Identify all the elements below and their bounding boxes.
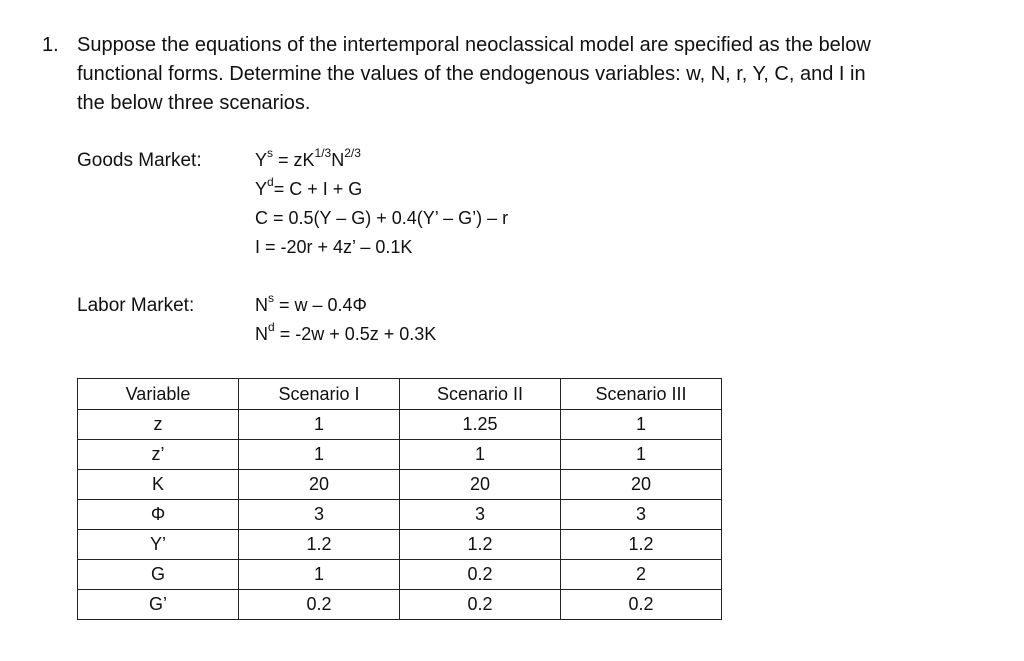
table-cell: 20 <box>561 470 722 500</box>
question-text <box>77 31 977 118</box>
equation-labor-demand: $N^d = -2w + 0.5z + 0.3K$ <box>255 320 437 344</box>
table-cell: 3 <box>239 500 400 530</box>
table-header-row <box>78 379 722 410</box>
table-cell: 1 <box>239 560 400 590</box>
table-cell: 0.2 <box>561 590 722 620</box>
table-cell: Φ <box>78 500 239 530</box>
table-cell: Y’ <box>78 530 239 560</box>
table-row <box>78 470 722 500</box>
table-cell: G <box>78 560 239 590</box>
table-cell: 1 <box>239 410 400 440</box>
question-line: Suppose the equations of the intertemporal neoclassical model are specified as the below <box>77 34 871 56</box>
table-cell: 0.2 <box>400 560 561 590</box>
table-cell: 3 <box>561 500 722 530</box>
equation-consumption: C = 0.5(Y – G) + 0.4(Y’ – G’) – r <box>255 208 509 228</box>
table-cell: 0.2 <box>400 590 561 620</box>
goods-market-label: Goods Market: <box>77 150 202 171</box>
table-row <box>78 560 722 590</box>
labor-market-label: Labor Market: <box>77 295 195 316</box>
table-cell: 1.2 <box>239 530 400 560</box>
table-row <box>78 440 722 470</box>
goods-market-equations <box>255 146 508 262</box>
table-row <box>78 410 722 440</box>
column-header-scenario-2: Scenario II <box>400 379 561 410</box>
equation-investment: I = -20r + 4z’ – 0.1K <box>255 237 413 257</box>
column-header-scenario-1: Scenario I <box>239 379 400 410</box>
table-cell: 1 <box>561 440 722 470</box>
question-line: functional forms. Determine the values of the endogenous variables: w, N, r, Y, C, and I in <box>77 63 866 85</box>
question-number: 1. <box>42 34 59 56</box>
scenario-table <box>77 378 722 620</box>
table-cell: K <box>78 470 239 500</box>
table-cell: 20 <box>239 470 400 500</box>
table-cell: 1 <box>561 410 722 440</box>
equation-labor-supply: $N^s = w - 0.4\Phi$ <box>255 291 367 315</box>
column-header-scenario-3: Scenario III <box>561 379 722 410</box>
equation-supply: $Y^s = zK^{1/3}N^{2/3}$ <box>255 146 361 170</box>
table-cell: 0.2 <box>239 590 400 620</box>
table-cell: 1.2 <box>400 530 561 560</box>
table-cell: G’ <box>78 590 239 620</box>
labor-market-equations <box>255 291 436 349</box>
table-row <box>78 590 722 620</box>
question-line: the below three scenarios. <box>77 92 311 114</box>
equation-demand: $Y^d= C + I + G$ <box>255 175 363 199</box>
table-cell: 1.2 <box>561 530 722 560</box>
table-row <box>78 530 722 560</box>
column-header-variable: Variable <box>78 379 239 410</box>
table-cell: 1 <box>239 440 400 470</box>
table-cell: z’ <box>78 440 239 470</box>
table-cell: 1.25 <box>400 410 561 440</box>
table-cell: z <box>78 410 239 440</box>
table-cell: 20 <box>400 470 561 500</box>
table-cell: 3 <box>400 500 561 530</box>
table-cell: 2 <box>561 560 722 590</box>
table-row <box>78 500 722 530</box>
table-cell: 1 <box>400 440 561 470</box>
